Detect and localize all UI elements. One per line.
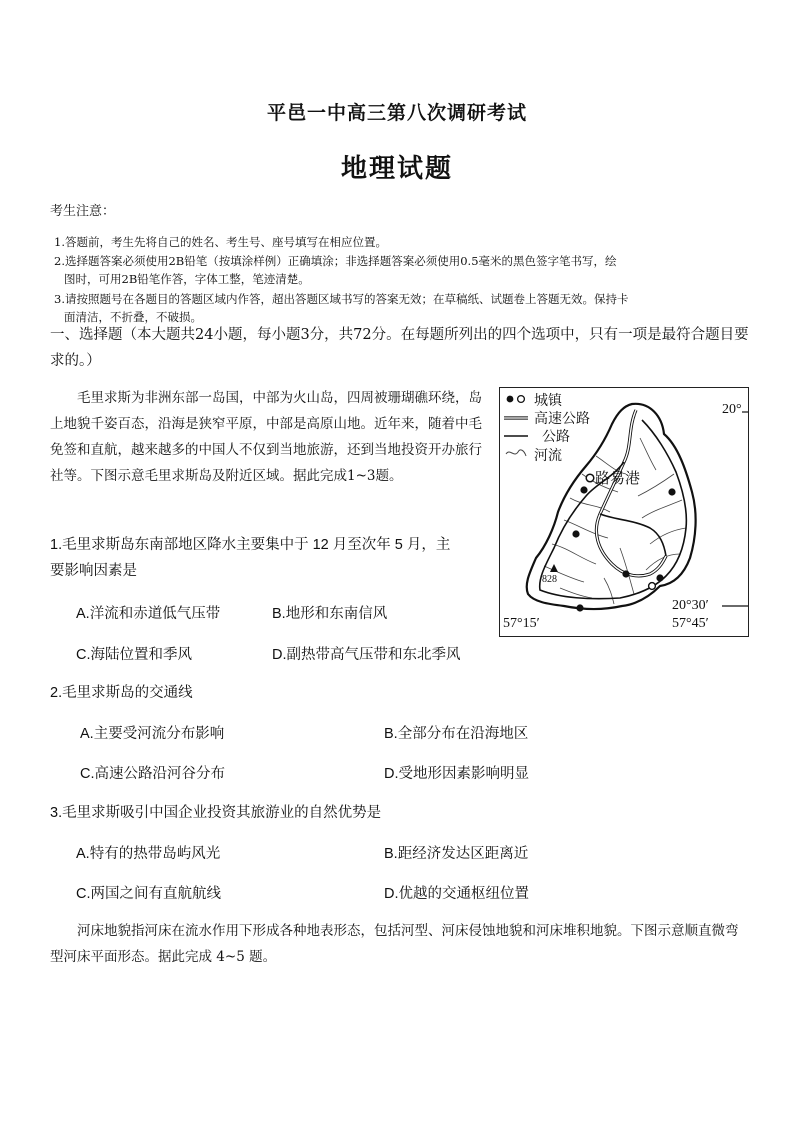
legend-river-label: 河流 (534, 449, 562, 464)
passage-4-5: 河床地貌指河床在流水作用下形成各种地表形态，包括河型、河床侵蚀地貌和河床堆积地貌。下图示意顺直微弯型河床平面形态。据此完成 4~5 题。 (50, 923, 739, 965)
notice-heading: 考生注意： (50, 204, 116, 219)
town-dot (656, 574, 663, 581)
q2-option-b[interactable]: B.全部分布在沿海地区 (384, 726, 529, 742)
q3-option-b[interactable]: B.距经济发达区距离近 (384, 846, 529, 862)
town-dot (576, 604, 583, 611)
question-1-stem: 1.毛里求斯岛东南部地区降水主要集中于 12 月至次年 5 月，主 (50, 537, 451, 553)
q3-option-a[interactable]: A.特有的热带岛屿风光 (76, 846, 221, 862)
q2-option-d[interactable]: D.受地形因素影响明显 (384, 766, 529, 782)
q3-option-d[interactable]: D.优越的交通枢纽位置 (384, 886, 529, 902)
map-legend (504, 396, 528, 456)
notice-item: 面清洁，不折叠，不破损。 (64, 310, 202, 324)
legend-road-label: 公路 (542, 430, 570, 445)
town-dot (649, 583, 656, 590)
exam-title: 平邑一中高三第八次调研考试 (266, 102, 527, 124)
longitude-left-label: 57°15′ (503, 616, 540, 631)
mauritius-map (499, 387, 749, 637)
question-2-stem: 2.毛里求斯岛的交通线 (50, 685, 193, 701)
town-dot (622, 570, 629, 577)
port-louis-label: 路易港 (595, 471, 641, 487)
q1-option-d[interactable]: D.副热带高气压带和东北季风 (272, 647, 461, 663)
notice-item: 2.选择题答案必须使用2B铅笔（按填涂样例）正确填涂；非选择题答案必须使用0.5毫米的黑色签字笔书写，绘 (54, 254, 617, 268)
town-dot (668, 488, 675, 495)
town-dot (572, 530, 579, 537)
subject-title: 地理试题 (340, 154, 453, 184)
notice-item: 1.答题前，考生先将自己的姓名、考生号、座号填写在相应位置。 (54, 235, 387, 249)
notice-item: 图时，可用2B铅笔作答，字体工整，笔迹清楚。 (64, 272, 310, 286)
latitude-top-label: 20° (722, 402, 742, 417)
town-dot (580, 486, 587, 493)
legend-town-label: 城镇 (534, 394, 562, 409)
q1-option-b[interactable]: B.地形和东南信风 (272, 606, 388, 622)
q1-option-c[interactable]: C.海陆位置和季风 (76, 647, 192, 663)
q2-option-a[interactable]: A.主要受河流分布影响 (80, 726, 225, 742)
legend-highway-label: 高速公路 (534, 412, 590, 427)
section-heading: 一、选择题（本大题共24小题，每小题3分，共72分。在每题所列出的四个选项中，只有一项是最符合题目要求的。） (50, 327, 749, 369)
q1-option-a[interactable]: A.洋流和赤道低气压带 (76, 606, 221, 622)
q2-option-c[interactable]: C.高速公路沿河谷分布 (80, 766, 225, 782)
q3-option-c[interactable]: C.两国之间有直航航线 (76, 886, 221, 902)
latitude-bottom-label: 20°30′ (672, 598, 709, 613)
intro-paragraph: 毛里求斯为非洲东部一岛国，中部为火山岛，四周被珊瑚礁环绕，岛上地貌千姿百态，沿海是狭窄平原，中部是高原山地。近年来，随着中毛免签和直航，越来越多的中国人不仅到当地旅游，还到当地投资开办旅行社等。下图示意毛里求斯岛及附近区域。据此完成1~3题。 (50, 390, 482, 484)
peak-elevation-label: 828 (542, 574, 557, 585)
question-1-stem-cont: 要影响因素是 (50, 563, 137, 579)
longitude-right-label: 57°45′ (672, 616, 709, 631)
question-3-stem: 3.毛里求斯吸引中国企业投资其旅游业的自然优势是 (50, 805, 382, 821)
port-town (586, 474, 594, 482)
notice-item: 3.请按照题号在各题目的答题区域内作答，超出答题区域书写的答案无效；在草稿纸、试题卷上答题无效。保持卡 (54, 292, 629, 306)
